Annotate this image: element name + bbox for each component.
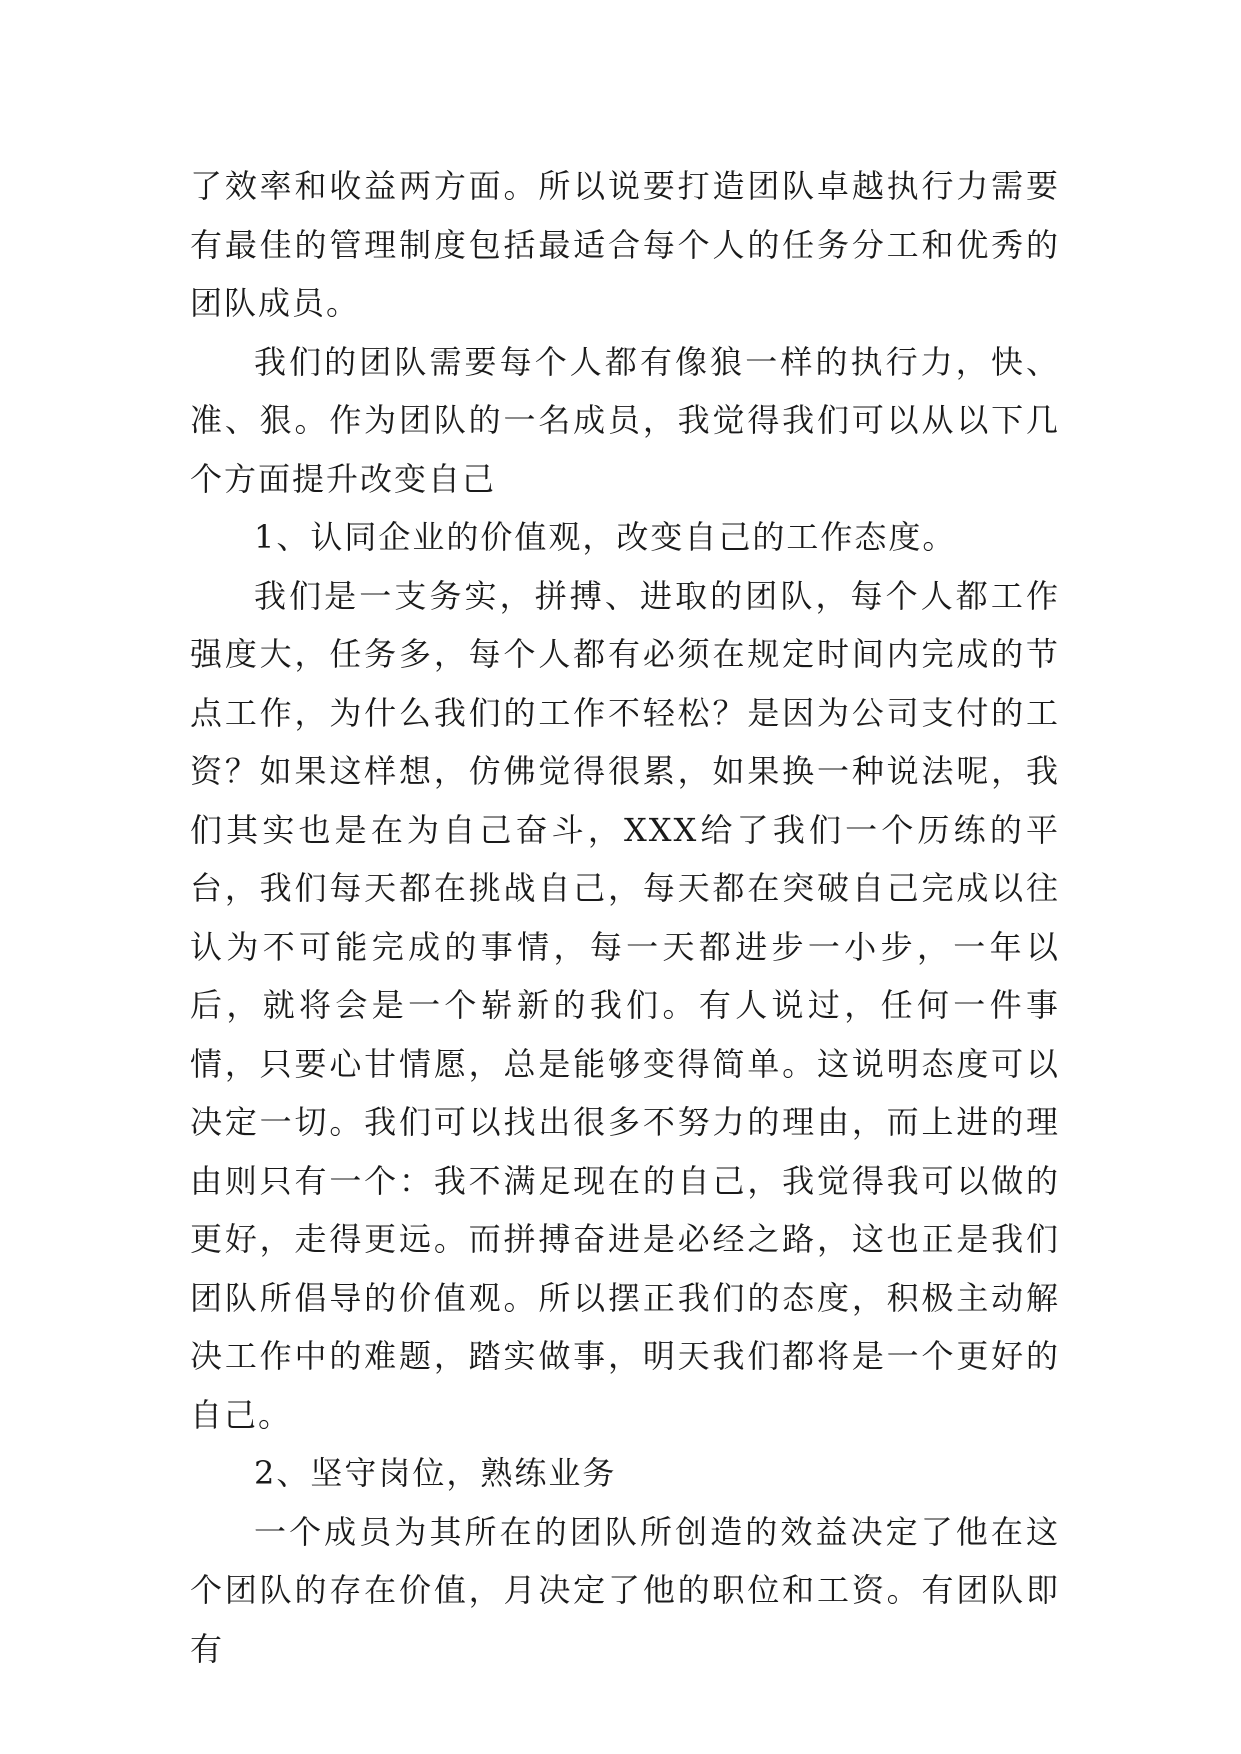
section-heading-1: 1、认同企业的价值观，改变自己的工作态度。 [254, 518, 957, 556]
section-heading-2: 2、坚守岗位，熟练业务 [254, 1454, 617, 1492]
document-body [190, 157, 1060, 1678]
paragraph-values-attitude: 我们是一支务实，拼搏、进取的团队，每个人都工作强度大，任务多，每个人都有必须在规定时间内完成的节点工作，为什么我们的工作不轻松？是因为公司支付的工资？如果这样想，仿佛觉得很累，如果换一种说法呢，我们其实也是在为自己奋斗，XXX给了我们一个历练的平台，我们每天都在挑战自己，每天都在突破自己完成以往认为不可能完成的事情，每一天都进步一小步，一年以后，就将会是一个崭新的我们。有人说过，任何一件事情，只要心甘情愿，总是能够变得简单。这说明态度可以决定一切。我们可以找出很多不努力的理由，而上进的理由则只有一个：我不满足现在的自己，我觉得我可以做的更好，走得更远。而拼搏奋进是必经之路，这也正是我们团队所倡导的价值观。所以摆正我们的态度，积极主动解决工作中的难题，踏实做事，明天我们都将是一个更好的自己。 [190, 576, 1060, 1434]
paragraph-member-value: 一个成员为其所在的团队所创造的效益决定了他在这个团队的存在价值，月决定了他的职位和工资。有团队即有 [190, 1512, 1060, 1668]
paragraph-efficiency: 了效率和收益两方面。所以说要打造团队卓越执行力需要有最佳的管理制度包括最适合每个人的任务分工和优秀的团队成员。 [190, 167, 1060, 322]
paragraph-team-execution: 我们的团队需要每个人都有像狼一样的执行力，快、准、狠。作为团队的一名成员，我觉得我们可以从以下几个方面提升改变自己 [190, 342, 1060, 498]
